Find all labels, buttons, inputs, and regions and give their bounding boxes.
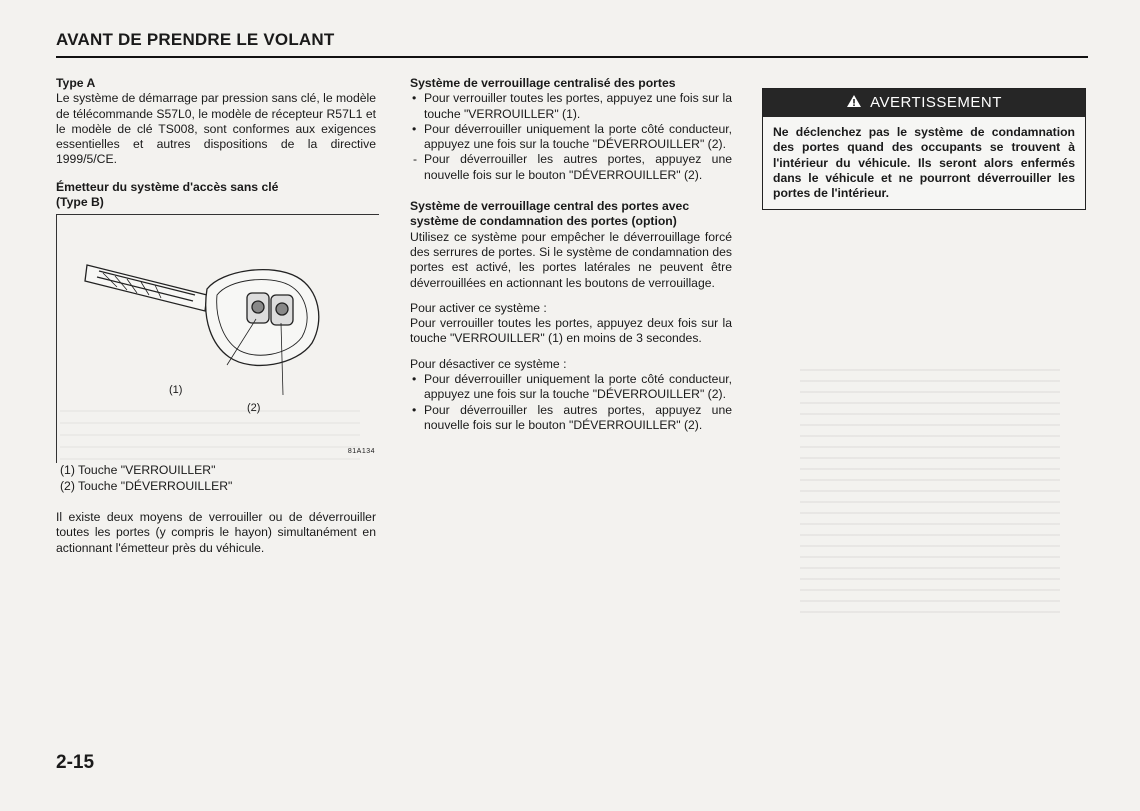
- list-item: - Pour déverrouiller les autres portes, appuyez une nouvelle fois sur le bouton "DÉVERROUILLER" (2).: [410, 152, 732, 183]
- deactivate-list: [410, 372, 732, 433]
- figure-code: 81A134: [347, 448, 375, 456]
- central-locking-list: [410, 91, 732, 183]
- warning-triangle-icon: [846, 89, 862, 117]
- header-rule: [56, 56, 1088, 58]
- callout-2: (2): [247, 402, 261, 415]
- emitter-title-line1: Émetteur du système d'accès sans clé: [56, 179, 279, 194]
- deactivate-title: Pour désactiver ce système :: [410, 356, 567, 371]
- list-item: • Pour verrouiller toutes les portes, appuyez une fois sur la touche "VERROUILLER" (1).: [410, 91, 732, 122]
- warning-box: [762, 88, 1086, 210]
- column-middle: [410, 76, 732, 433]
- section-header: AVANT DE PRENDRE LE VOLANT: [56, 30, 335, 49]
- column-right: [762, 88, 1086, 210]
- key-fob-illustration: [57, 215, 379, 463]
- deadlock-title: Système de verrouillage central des portes avec système de condamnation des portes (option): [410, 199, 690, 229]
- list-item: • Pour déverrouiller uniquement la porte côté conducteur, appuyez une fois sur la touche "DÉVERROUILLER" (2).: [410, 122, 732, 153]
- page-number: 2-15: [56, 752, 95, 773]
- type-a-title: Type A: [56, 76, 96, 90]
- activate-text: Pour verrouiller toutes les portes, appuyez deux fois sur la touche "VERROUILLER" (1) en moins de 3 secondes.: [410, 316, 732, 346]
- emitter-title-line2: (Type B): [56, 195, 104, 210]
- warning-title: AVERTISSEMENT: [870, 94, 1002, 111]
- central-locking-title: Système de verrouillage centralisé des portes: [410, 76, 676, 90]
- caption-unlock-button: (2) Touche "DÉVERROUILLER": [60, 478, 233, 493]
- key-fob-figure: [56, 214, 379, 463]
- deadlock-text: Utilisez ce système pour empêcher le déverrouillage forcé des serrures de portes. Si le système de condamnation des portes est activé, les portes latérales ne peuvent être déverrouillées en actionnant les boutons de verrouillage.: [410, 229, 732, 290]
- caption-lock-button: (1) Touche "VERROUILLER": [60, 463, 216, 478]
- type-a-text: Le système de démarrage par pression sans clé, le modèle de télécommande S57L0, le modèle de récepteur R57L1 et le modèle de clé TS008, sont conformes aux exigences essentielles et autres dispositions de la directive 1999/5/CE.: [56, 91, 376, 167]
- column-left: [56, 76, 376, 556]
- warning-header: [763, 89, 1085, 117]
- list-item: • Pour déverrouiller les autres portes, appuyez une nouvelle fois sur le bouton "DÉVERROUILLER" (2).: [410, 403, 732, 434]
- list-item: • Pour déverrouiller uniquement la porte côté conducteur, appuyez une fois sur la touche "DÉVERROUILLER" (2).: [410, 372, 732, 403]
- bleed-through-text: [800, 360, 1060, 620]
- ways-text: Il existe deux moyens de verrouiller ou de déverrouiller toutes les portes (y compris le hayon) simultanément en actionnant l'émetteur près du véhicule.: [56, 509, 376, 555]
- warning-text: Ne déclenchez pas le système de condamnation des portes quand des occupants se trouvent à l'intérieur du véhicule. Ils seront alors enfermés dans le véhicule et ne pourront déverrouiller les portes de l'intérieur.: [773, 125, 1075, 201]
- callout-1: (1): [169, 384, 183, 397]
- activate-title: Pour activer ce système :: [410, 300, 547, 315]
